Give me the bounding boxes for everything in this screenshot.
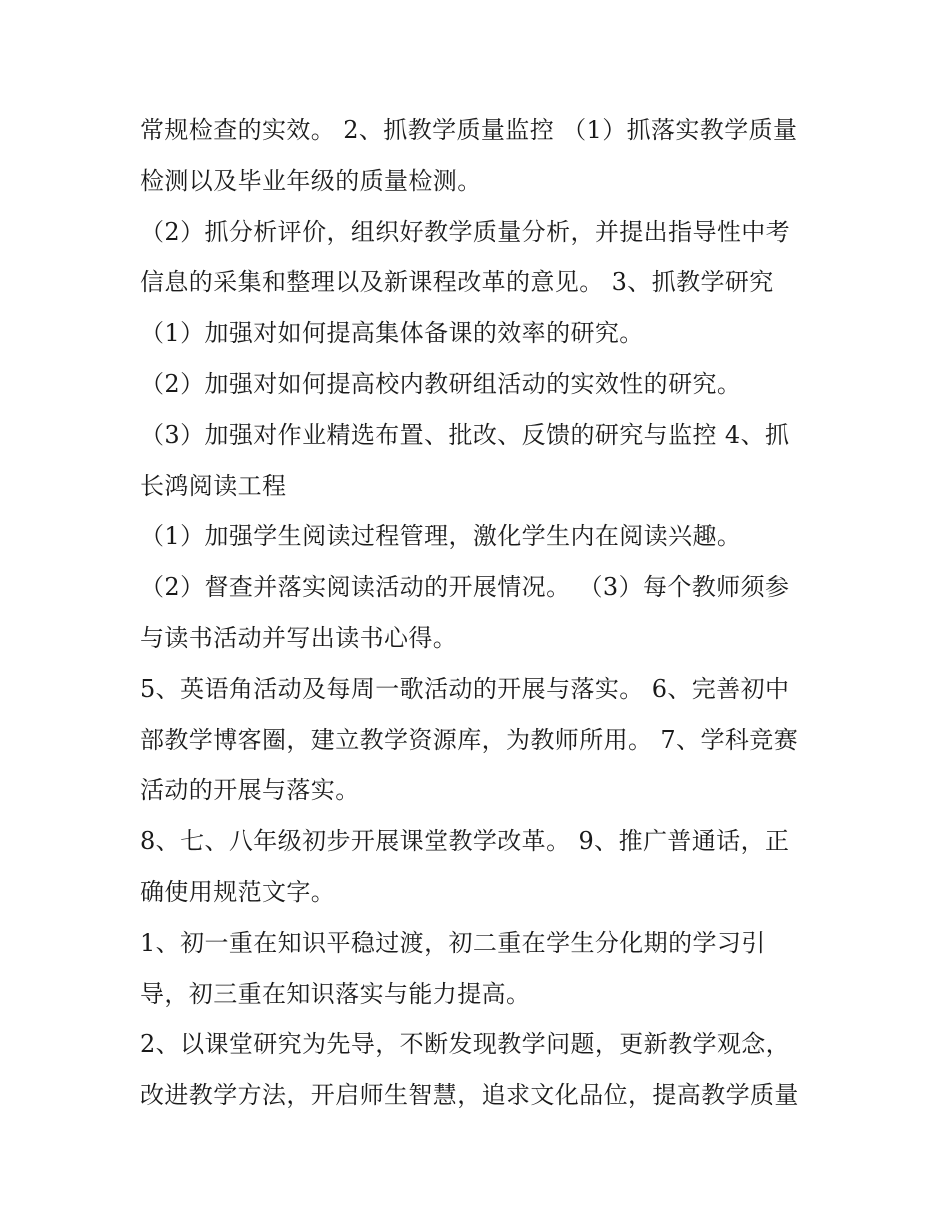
text-line: （1）加强对如何提高集体备课的效率的研究。 (140, 319, 644, 348)
text-line: 长鸿阅读工程 (140, 471, 287, 500)
text-line: （2）加强对如何提高校内教研组活动的实效性的研究。 (140, 369, 742, 398)
text-line: 检测以及毕业年级的质量检测。 (140, 166, 482, 195)
text-line: （2）督查并落实阅读活动的开展情况。 （3）每个教师须参 (140, 573, 790, 602)
text-line: 信息的采集和整理以及新课程改革的意见。 3、抓教学研究 (140, 268, 774, 297)
text-line: 2、以课堂研究为先导，不断发现教学问题，更新教学观念， (140, 1030, 791, 1059)
text-line: 确使用规范文字。 (140, 877, 336, 906)
text-line: （2）抓分析评价，组织好教学质量分析，并提出指导性中考 (140, 217, 791, 246)
text-line: 部教学博客圈，建立教学资源库，为教师所用。 7、学科竞赛 (140, 725, 799, 754)
text-line: 与读书活动并写出读书心得。 (140, 623, 458, 652)
text-line: 8、七、八年级初步开展课堂教学改革。 9、推广普通话，正 (140, 827, 790, 856)
text-line: 常规检查的实效。 2、抓教学质量监控 （1）抓落实教学质量 (140, 116, 798, 144)
text-line: 5、英语角活动及每周一歌活动的开展与落实。 6、完善初中 (140, 674, 790, 703)
text-line: （1）加强学生阅读过程管理，激化学生内在阅读兴趣。 (140, 522, 742, 551)
text-line: 1、初一重在知识平稳过渡，初二重在学生分化期的学习引 (140, 928, 766, 957)
text-line: （3）加强对作业精选布置、批改、反馈的研究与监控 4、抓 (140, 420, 790, 449)
document-body (140, 105, 840, 1121)
text-line: 活动的开展与落实。 (140, 776, 360, 805)
text-line: 改进教学方法，开启师生智慧，追求文化品位，提高教学质量 (140, 1081, 799, 1110)
text-line: 导，初三重在知识落实与能力提高。 (140, 979, 531, 1008)
